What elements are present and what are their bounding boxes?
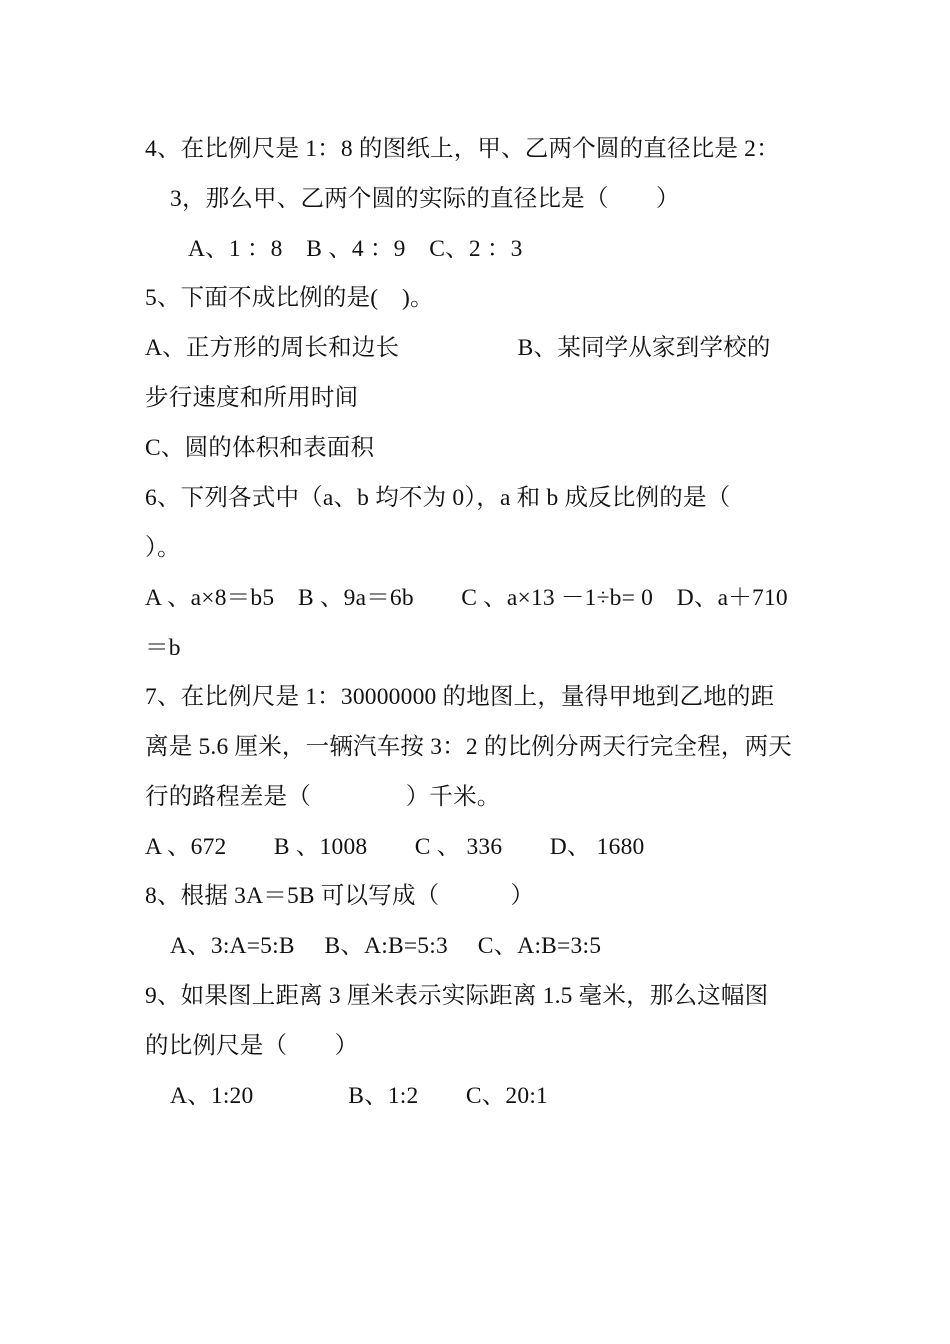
question-8-line-1: 8、根据 3A＝5B 可以写成（ ） — [145, 883, 535, 909]
question-7-line-1: 7、在比例尺是 1：30000000 的地图上，量得甲地到乙地的距 — [145, 684, 775, 710]
question-6-options-line-2: ＝b — [145, 635, 181, 661]
question-5-line-1: 5、下面不成比例的是( )。 — [145, 285, 434, 311]
question-7-options: A 、672 B 、1008 C 、 336 D、 1680 — [145, 834, 645, 860]
question-4-options: A、1 ：8 B 、4 ：9 C、2 ：3 — [188, 236, 523, 262]
question-9-options: A、1:20 B、1:2 C、20:1 — [170, 1083, 549, 1109]
question-7-line-2: 离是 5.6 厘米，一辆汽车按 3：2 的比例分两天行完全程，两天 — [145, 734, 792, 760]
question-9-line-1: 9、如果图上距离 3 厘米表示实际距离 1.5 毫米，那么这幅图 — [145, 983, 769, 1009]
question-5-options-line-3: C、圆的体积和表面积 — [145, 435, 375, 461]
question-5-options-line-2: 步行速度和所用时间 — [145, 385, 359, 411]
question-7-line-3: 行的路程差是（ ）千米。 — [145, 784, 501, 810]
question-6-options-line-1: A 、a×8＝b5 B 、9a＝6b C 、a×13 －1÷b= 0 D、a＋710 — [145, 585, 788, 611]
question-9-line-2: 的比例尺是（ ） — [145, 1033, 359, 1059]
question-5-options-line-1: A、正方形的周长和边长 B、某同学从家到学校的 — [145, 335, 771, 361]
question-8-options: A、3:A=5:B B、A:B=5:3 C、A:B=3:5 — [170, 933, 602, 959]
question-6-line-1: 6、下列各式中（a、b 均不为 0），a 和 b 成反比例的是（ — [145, 485, 731, 511]
question-6-line-2: ）。 — [145, 535, 181, 561]
question-4-line-1: 4、在比例尺是 1：8 的图纸上，甲、乙两个圆的直径比是 2： — [145, 136, 780, 162]
question-4-line-2: 3，那么甲、乙两个圆的实际的直径比是（ ） — [170, 186, 680, 212]
